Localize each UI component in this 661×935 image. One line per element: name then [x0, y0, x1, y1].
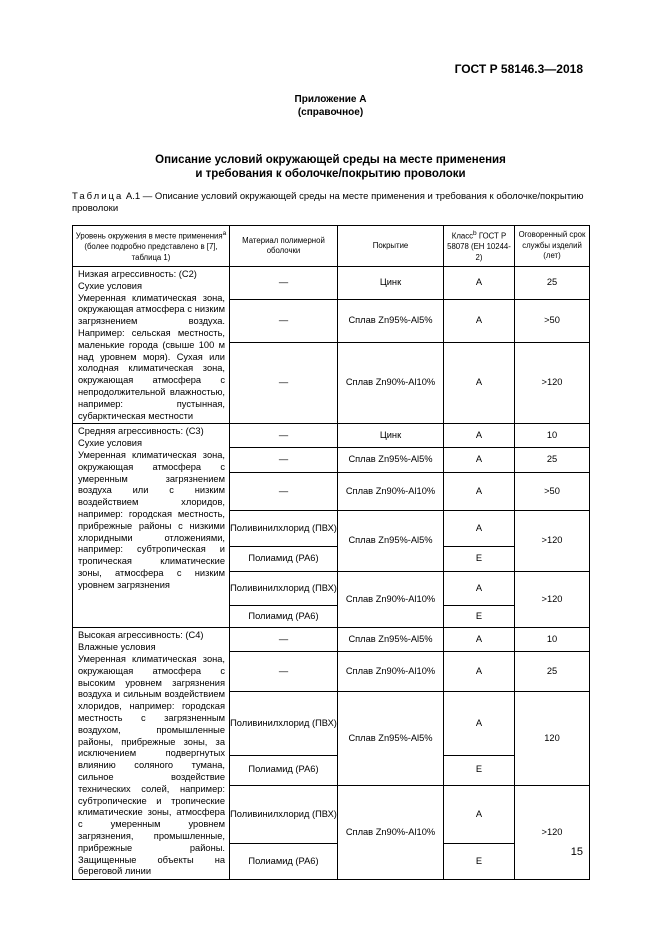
section-title-line2: и требования к оболочке/покрытию проволоки [195, 168, 466, 180]
environment-description: Высокая агрессивность: (С4) Влажные условия Умеренная климатическая зона, окружающая атмосфера с высоким уровнем загрязнения воздуха и сильным воздействием хлоридов, например: городская местность с загрязненным воздухом, промышленные районы, прибрежные зоны, за исключением подвергнутых влиянию соляного тумана, сильное воздействие технических солей, например: субтропические и тропические климатические зоны, атмосфера с умеренным уровнем загрязнения, промышленные, прибрежные районы. Защищенные объекты на береговой линии [73, 628, 230, 880]
coating-cell: Сплав Zn90%-Al10% [338, 342, 444, 423]
service-life-cell: >120 [515, 572, 590, 628]
service-life-cell: 10 [515, 628, 590, 652]
class-cell: A [444, 692, 515, 755]
environment-table [72, 225, 590, 880]
class-cell: A [444, 511, 515, 547]
table-caption-text: А.1 — Описание условий окружающей среды на месте применения и требования к оболочке/покрытию проволоки [72, 191, 584, 214]
coating-cell: Сплав Zn90%-Al10% [338, 473, 444, 511]
material-cell: Поливинилхлорид (ПВХ) [230, 692, 338, 755]
material-cell: — [230, 652, 338, 692]
class-cell: A [444, 473, 515, 511]
coating-cell: Сплав Zn90%-Al10% [338, 785, 444, 879]
class-cell: E [444, 606, 515, 628]
document-number: ГОСТ Р 58146.3—2018 [454, 62, 583, 76]
coating-cell: Цинк [338, 424, 444, 448]
service-life-cell: >50 [515, 473, 590, 511]
class-cell: A [444, 300, 515, 342]
material-cell: — [230, 628, 338, 652]
material-cell: — [230, 300, 338, 342]
appendix-label: Приложение А [294, 94, 367, 105]
page-number: 15 [570, 846, 583, 858]
table-caption [72, 191, 592, 215]
environment-description: Средняя агрессивность: (С3) Сухие условия Умеренная климатическая зона, окружающая атмосфера с умеренным загрязнением воздуха или с низким воздействием хлоридов, например: городская местность, прибрежные районы с низкими хлоридными отложениями, например: субтропическая и тропическая климатические зоны, атмосфера с низким уровнем загрязнения [73, 424, 230, 628]
service-life-cell: 120 [515, 692, 590, 785]
coating-cell: Сплав Zn90%-Al10% [338, 572, 444, 628]
material-cell: Поливинилхлорид (ПВХ) [230, 785, 338, 843]
service-life-cell: 25 [515, 267, 590, 300]
material-cell: Полиамид (РА6) [230, 547, 338, 572]
header-class: Класс$^b$ ГОСТ Р 58078 (ЕН 10244-2) [444, 226, 515, 267]
header-service-life: Оговоренный срок службы изделий (лет) [515, 226, 590, 267]
service-life-cell: >120 [515, 342, 590, 423]
class-cell: A [444, 785, 515, 843]
material-cell: Полиамид (РА6) [230, 755, 338, 785]
table-header-row [73, 226, 590, 267]
coating-cell: Сплав Zn90%-Al10% [338, 652, 444, 692]
class-cell: A [444, 572, 515, 606]
coating-cell: Цинк [338, 267, 444, 300]
service-life-cell: >120 [515, 511, 590, 572]
class-cell: A [444, 267, 515, 300]
section-title [0, 153, 661, 181]
class-cell: A [444, 628, 515, 652]
table-row [73, 628, 590, 652]
class-cell: E [444, 844, 515, 880]
header-polymer-material: Материал полимерной оболочки [230, 226, 338, 267]
class-cell: E [444, 547, 515, 572]
table-caption-label: Таблица [72, 191, 124, 202]
material-cell: — [230, 473, 338, 511]
material-cell: Поливинилхлорид (ПВХ) [230, 572, 338, 606]
service-life-cell: 10 [515, 424, 590, 448]
header-environment-level: Уровень окружения в месте применения$^a$ (более подробно представлено в [7], таблица 1) [73, 226, 230, 267]
material-cell: — [230, 267, 338, 300]
class-cell: A [444, 448, 515, 473]
material-cell: — [230, 448, 338, 473]
service-life-cell: >120 [515, 785, 590, 879]
header-coating: Покрытие [338, 226, 444, 267]
class-cell: A [444, 424, 515, 448]
coating-cell: Сплав Zn95%-Al5% [338, 300, 444, 342]
coating-cell: Сплав Zn95%-Al5% [338, 628, 444, 652]
service-life-cell: 25 [515, 652, 590, 692]
material-cell: — [230, 424, 338, 448]
class-cell: E [444, 755, 515, 785]
class-cell: A [444, 342, 515, 423]
section-title-line1: Описание условий окружающей среды на месте применения [155, 154, 506, 166]
service-life-cell: >50 [515, 300, 590, 342]
table-row [73, 267, 590, 300]
coating-cell: Сплав Zn95%-Al5% [338, 511, 444, 572]
material-cell: Полиамид (РА6) [230, 844, 338, 880]
appendix-subtitle: (справочное) [297, 107, 364, 118]
environment-description: Низкая агрессивность: (С2) Сухие условия Умеренная климатическая зона, окружающая атмосфера с низким загрязнением воздуха. Например: сельская местность, маленькие города (свыше 100 м над уровнем моря). Сухая или холодная климатическая зона, окружающая атмосфера с непродолжительной влажностью, например: пустынная, субарктическая местности [73, 267, 230, 424]
appendix-title [0, 93, 661, 119]
material-cell: — [230, 342, 338, 423]
coating-cell: Сплав Zn95%-Al5% [338, 448, 444, 473]
material-cell: Поливинилхлорид (ПВХ) [230, 511, 338, 547]
material-cell: Полиамид (РА6) [230, 606, 338, 628]
table-row [73, 424, 590, 448]
service-life-cell: 25 [515, 448, 590, 473]
class-cell: A [444, 652, 515, 692]
coating-cell: Сплав Zn95%-Al5% [338, 692, 444, 785]
